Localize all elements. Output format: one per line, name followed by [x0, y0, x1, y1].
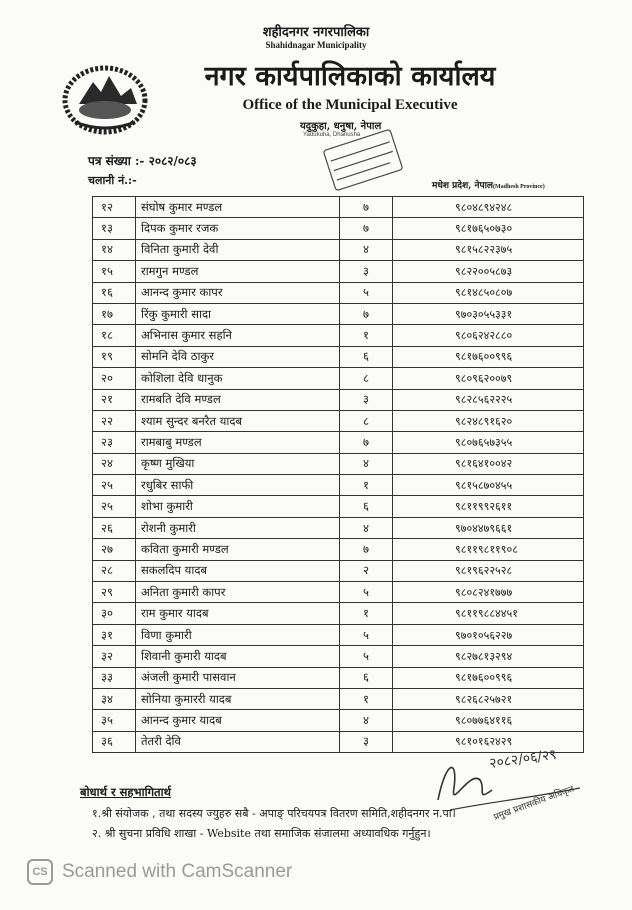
- serial-number: २३: [93, 432, 136, 453]
- table-row: [93, 197, 584, 218]
- serial-number: ३३: [93, 667, 136, 688]
- phone-number: ९८०४८९४२४८: [393, 197, 584, 218]
- serial-number: १९: [93, 346, 136, 367]
- serial-number: १२: [93, 197, 136, 218]
- member-count: ८: [340, 410, 393, 431]
- serial-number: २८: [93, 560, 136, 581]
- table-row: [93, 325, 584, 346]
- member-count: ४: [340, 710, 393, 731]
- phone-number: ९८११९८११९०८: [393, 539, 584, 560]
- office-address-en: Yadukuha, Dhanusha: [303, 132, 361, 138]
- cc-heading: बोधार्थ र सहभागितार्थ: [80, 785, 171, 799]
- table-row: [93, 475, 584, 496]
- office-title-np: नगर कार्यपालिकाको कार्यालय: [204, 61, 496, 92]
- member-count: ३: [340, 261, 393, 282]
- beneficiary-name: कृष्ण मुखिया: [136, 453, 340, 474]
- phone-number: ९८०८२४१७७७: [393, 582, 584, 603]
- table-row: [93, 517, 584, 538]
- office-title-en: Office of the Municipal Executive: [242, 97, 458, 113]
- table-row: [93, 261, 584, 282]
- serial-number: ३०: [93, 603, 136, 624]
- table-row: [93, 582, 584, 603]
- serial-number: १६: [93, 282, 136, 303]
- member-count: ७: [340, 303, 393, 324]
- phone-number: ९७०३०५५३३१: [393, 303, 584, 324]
- member-count: ५: [340, 624, 393, 645]
- member-count: ६: [340, 496, 393, 517]
- phone-number: ९८१७६५०७३०: [393, 218, 584, 239]
- municipality-name-np: शहीदनगर नगरपालिका: [262, 25, 370, 40]
- table-row: [93, 389, 584, 410]
- table-row: [93, 624, 584, 645]
- phone-number: ९८१४८५०८०७: [393, 282, 584, 303]
- serial-number: २४: [93, 453, 136, 474]
- serial-number: २५: [93, 475, 136, 496]
- beneficiary-name: दिपक कुमार रजक: [136, 218, 340, 239]
- member-count: ७: [340, 432, 393, 453]
- beneficiary-name: विनिता कुमारी देवी: [136, 239, 340, 260]
- phone-number: ९८१९६२२५२८: [393, 560, 584, 581]
- municipality-name-en: Shahidnagar Municipality: [265, 40, 367, 50]
- beneficiary-table-body: [93, 197, 584, 753]
- serial-number: ३१: [93, 624, 136, 645]
- office-stamp: [318, 125, 408, 195]
- phone-number: ९८११९८८४४५१: [393, 603, 584, 624]
- phone-number: ९८२२००५८७३: [393, 261, 584, 282]
- serial-number: ३५: [93, 710, 136, 731]
- table-row: [93, 496, 584, 517]
- beneficiary-name: अंजली कुमारी पासवान: [136, 667, 340, 688]
- member-count: ४: [340, 453, 393, 474]
- member-count: ७: [340, 539, 393, 560]
- table-row: [93, 646, 584, 667]
- member-count: ५: [340, 282, 393, 303]
- phone-number: ९७०१०५६२२७: [393, 624, 584, 645]
- table-row: [93, 368, 584, 389]
- beneficiary-name: विणा कुमारी: [136, 624, 340, 645]
- member-count: ५: [340, 646, 393, 667]
- beneficiary-name: कोशिला देवि धानुक: [136, 368, 340, 389]
- phone-number: ९८१०१६२४२९: [393, 731, 584, 752]
- camscanner-icon: CS: [27, 859, 53, 885]
- serial-number: ३२: [93, 646, 136, 667]
- member-count: ३: [340, 389, 393, 410]
- beneficiary-name: आनन्द कुमार यादब: [136, 710, 340, 731]
- serial-number: १७: [93, 303, 136, 324]
- table-row: [93, 667, 584, 688]
- dispatch-number: चलानी नं.:-: [88, 174, 137, 187]
- office-address-np: यदुकुहा, धनुषा, नेपाल: [300, 121, 382, 132]
- beneficiary-name: रिंकु कुमारी सादा: [136, 303, 340, 324]
- table-row: [93, 688, 584, 709]
- phone-number: ९८१७६००९९६: [393, 346, 584, 367]
- table-row: [93, 410, 584, 431]
- table-row: [93, 282, 584, 303]
- serial-number: २९: [93, 582, 136, 603]
- table-row: [93, 710, 584, 731]
- phone-number: ९८२४८९१६२०: [393, 410, 584, 431]
- serial-number: २७: [93, 539, 136, 560]
- beneficiary-name: सकलदिप यादब: [136, 560, 340, 581]
- serial-number: १८: [93, 325, 136, 346]
- member-count: ६: [340, 667, 393, 688]
- serial-number: १४: [93, 239, 136, 260]
- table-row: [93, 603, 584, 624]
- table-row: [93, 539, 584, 560]
- phone-number: ९८१७६००९९६: [393, 667, 584, 688]
- member-count: ८: [340, 368, 393, 389]
- cc-line-2: २. श्री सुचना प्रविधि शाखा - Website तथा समाजिक संजालमा अध्यावधिक गर्नुहुन।: [92, 827, 431, 840]
- beneficiary-name: संघोष कुमार मण्डल: [136, 197, 340, 218]
- phone-number: ९८०७७६४११६: [393, 710, 584, 731]
- table-row: [93, 346, 584, 367]
- member-count: ७: [340, 218, 393, 239]
- beneficiary-name: कविता कुमारी मण्डल: [136, 539, 340, 560]
- beneficiary-name: शिवानी कुमारी यादब: [136, 646, 340, 667]
- member-count: १: [340, 603, 393, 624]
- beneficiary-table: [92, 196, 584, 753]
- member-count: १: [340, 475, 393, 496]
- beneficiary-name: रोशनी कुमारी: [136, 517, 340, 538]
- phone-number: ९८२६८२५७२१: [393, 688, 584, 709]
- member-count: ३: [340, 731, 393, 752]
- serial-number: २०: [93, 368, 136, 389]
- member-count: ४: [340, 239, 393, 260]
- serial-number: ३६: [93, 731, 136, 752]
- province-label: [432, 178, 545, 191]
- beneficiary-name: अभिनास कुमार सहनि: [136, 325, 340, 346]
- phone-number: ९८२८५६२२२५: [393, 389, 584, 410]
- member-count: ५: [340, 582, 393, 603]
- table-row: [93, 560, 584, 581]
- serial-number: २२: [93, 410, 136, 431]
- beneficiary-name: आनन्द कुमार कापर: [136, 282, 340, 303]
- beneficiary-name: श्याम सुन्दर बनरैत यादब: [136, 410, 340, 431]
- table-row: [93, 303, 584, 324]
- phone-number: ९८१५८७०४५५: [393, 475, 584, 496]
- cc-line-1: १.श्री संयोजक , तथा सदस्य ज्युहरु सबै - अपाङ् परिचयपत्र वितरण समिति,शहीदनगर न.पा।: [92, 807, 456, 820]
- serial-number: १३: [93, 218, 136, 239]
- phone-number: ९८०६२४२८८०: [393, 325, 584, 346]
- member-count: १: [340, 325, 393, 346]
- table-row: [93, 432, 584, 453]
- member-count: २: [340, 560, 393, 581]
- letter-number: पत्र संख्या :- २०८२/०८३: [88, 154, 197, 168]
- province-label-np: मधेश प्रदेश, नेपाल: [432, 181, 493, 191]
- phone-number: ९८०९६२००७९: [393, 368, 584, 389]
- beneficiary-name: अनिता कुमारी कापर: [136, 582, 340, 603]
- beneficiary-name: रामबाबु मण्डल: [136, 432, 340, 453]
- serial-number: २६: [93, 517, 136, 538]
- phone-number: ९८१६४१००४२: [393, 453, 584, 474]
- table-row: [93, 218, 584, 239]
- phone-number: ९८१५८२२३७५: [393, 239, 584, 260]
- beneficiary-name: रामगुन मण्डल: [136, 261, 340, 282]
- beneficiary-name: सोमनि देवि ठाकुर: [136, 346, 340, 367]
- serial-number: २१: [93, 389, 136, 410]
- signature-role: प्रमुख प्रशासकीय अधिकृत: [492, 784, 576, 823]
- beneficiary-name: सोनिया कुमाररी यादब: [136, 688, 340, 709]
- phone-number: ९८११९९२६११: [393, 496, 584, 517]
- beneficiary-name: राम कुमार यादब: [136, 603, 340, 624]
- phone-number: ९८२७८१३२९४: [393, 646, 584, 667]
- member-count: १: [340, 688, 393, 709]
- serial-number: २५: [93, 496, 136, 517]
- camscanner-watermark: Scanned with CamScanner: [62, 861, 293, 882]
- beneficiary-name: तेतरी देवि: [136, 731, 340, 752]
- phone-number: ९७०४४७९६६१: [393, 517, 584, 538]
- province-label-en: (Madhesh Province): [493, 184, 545, 190]
- member-count: ७: [340, 197, 393, 218]
- table-row: [93, 239, 584, 260]
- beneficiary-name: रामबति देवि मण्डल: [136, 389, 340, 410]
- table-row: [93, 453, 584, 474]
- phone-number: ९८०७६५७३५५: [393, 432, 584, 453]
- member-count: ४: [340, 517, 393, 538]
- signature-date: २०८२/०६/२९: [488, 746, 558, 772]
- member-count: ६: [340, 346, 393, 367]
- beneficiary-name: शोभा कुमारी: [136, 496, 340, 517]
- serial-number: ३४: [93, 688, 136, 709]
- nepal-emblem-logo: [57, 58, 153, 138]
- beneficiary-name: रधुबिर साफी: [136, 475, 340, 496]
- serial-number: १५: [93, 261, 136, 282]
